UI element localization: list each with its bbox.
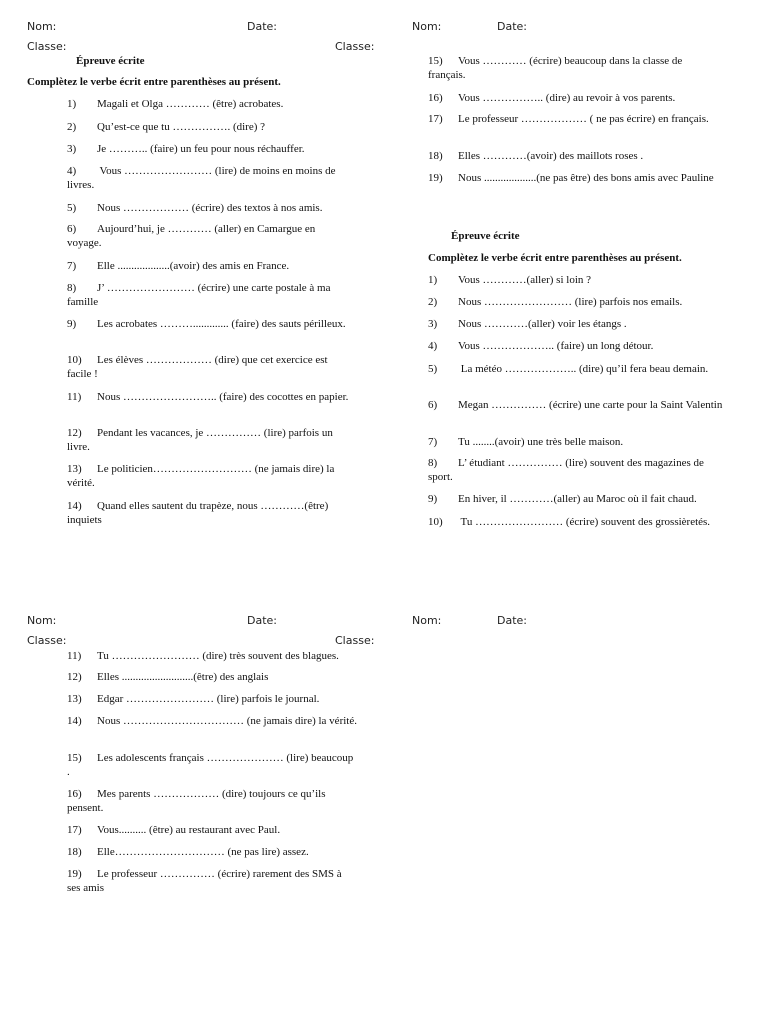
item-number: 10) [67,354,82,366]
item-number: 4) [67,165,77,177]
item-text: Tu …………………… (dire) très souvent des blagues. [97,650,339,662]
exercise-item [67,353,352,381]
item-text: Mes parents ……………… (dire) toujours ce qu’ils pensent. [67,788,326,814]
item-text: Magali et Olga ………… (être) acrobates. [97,98,284,110]
item-text: Elle ...................(avoir) des amis en France. [97,260,290,272]
classe-label: Classe: [27,40,67,53]
exercise-item [428,171,718,185]
item-text: Nous ……………… (écrire) des textos à nos amis. [97,202,323,214]
exercise-item [67,317,352,331]
exercise-item [428,273,728,287]
exercise-item [428,149,718,163]
date-label: Date: [497,614,527,627]
date-label: Date: [247,614,277,627]
item-number: 15) [428,55,443,67]
exercise-item [67,120,352,134]
item-number: 9) [428,493,438,505]
item-text: En hiver, il …………(aller) au Maroc où il fait chaud. [458,493,697,505]
item-text: Edgar …………………… (lire) parfois le journal. [97,693,320,705]
exercise-item [428,91,718,105]
exercise-item [67,670,357,684]
item-number: 10) [428,516,443,528]
exercise-item [67,787,357,815]
item-text: Le professeur …………… (écrire) rarement des SMS à ses amis [67,868,342,894]
item-number: 1) [428,274,438,286]
item-number: 17) [428,113,443,125]
item-text: Nous ...................(ne pas être) des bons amis avec Pauline [458,172,714,184]
item-text: Qu’est-ce que tu ……………. (dire) ? [97,121,266,133]
item-text: Les élèves ……………… (dire) que cet exercice est facile ! [67,354,328,380]
item-text: Megan …………… (écrire) une carte pour la Saint Valentin [458,399,723,411]
item-number: 4) [428,340,438,352]
item-text: La météo ……………….. (dire) qu’il fera beau demain. [458,363,709,375]
exercise-item [67,201,352,215]
exercise-item [428,339,728,353]
item-text: Le professeur ……………… ( ne pas écrire) en français. [458,113,709,125]
item-number: 17) [67,824,82,836]
exercise-item [67,867,357,895]
exercise-item [428,317,728,331]
item-text: Nous …………(aller) voir les étangs . [458,318,627,330]
item-text: Vous …………(aller) si loin ? [458,274,592,286]
item-number: 18) [428,150,443,162]
exercise-item [67,714,357,728]
item-text: Vous …………….. (dire) au revoir à vos parents. [458,92,676,104]
item-number: 12) [67,671,82,683]
exercise-item [67,97,352,111]
item-text: Vous …………………… (lire) de moins en moins de livres. [67,165,336,191]
item-number: 5) [67,202,77,214]
item-text: Nous …………………… (lire) parfois nos emails. [458,296,683,308]
item-number: 14) [67,500,82,512]
nom-label: Nom: [27,614,57,627]
nom-label: Nom: [412,614,442,627]
item-text: J’ …………………… (écrire) une carte postale à ma famille [67,282,331,308]
exercise-item [67,692,357,706]
item-text: Vous.......... (être) au restaurant avec Paul. [97,824,281,836]
item-text: Tu …………………… (écrire) souvent des grossièretés. [458,516,711,528]
exercise-item [67,751,357,779]
item-number: 3) [67,143,77,155]
item-number: 18) [67,846,82,858]
exam-title: Épreuve écrite [76,55,145,67]
exercise-item [67,823,357,837]
item-text: Les acrobates ………............. (faire) des sauts périlleux. [97,318,346,330]
classe-label: Classe: [335,40,375,53]
exercise-item [67,499,352,527]
exercise-item [428,112,718,126]
item-text: Vous ………… (écrire) beaucoup dans la classe de français. [428,55,683,81]
item-number: 19) [428,172,443,184]
item-number: 16) [428,92,443,104]
item-number: 1) [67,98,77,110]
item-text: Elles ..........................(être) des anglais [97,671,269,683]
item-number: 7) [67,260,77,272]
exercise-item [67,845,357,859]
exercise-item [428,456,728,484]
exercise-item [67,390,352,404]
exam-instruction: Complètez le verbe écrit entre parenthèses au présent. [27,76,281,88]
item-text: Aujourd’hui, je ………… (aller) en Camargue en voyage. [67,223,316,249]
item-text: Le politicien……………………… (ne jamais dire) la vérité. [67,463,335,489]
exercise-item [67,142,352,156]
item-number: 8) [67,282,77,294]
exercise-item [67,164,352,192]
item-number: 7) [428,436,438,448]
item-number: 2) [67,121,77,133]
item-text: Vous ……………….. (faire) un long détour. [458,340,654,352]
exercise-item [67,281,352,309]
item-number: 13) [67,463,82,475]
exercise-item [428,398,728,412]
item-number: 8) [428,457,438,469]
item-number: 9) [67,318,77,330]
item-number: 19) [67,868,82,880]
item-text: Nous …………………….. (faire) des cocottes en papier. [97,391,349,403]
exercise-item [67,649,357,663]
item-text: Nous …………………………… (ne jamais dire) la vérité. [97,715,357,727]
exercise-item [67,462,352,490]
item-number: 14) [67,715,82,727]
item-number: 12) [67,427,82,439]
exercise-item [428,492,728,506]
nom-label: Nom: [27,20,57,33]
nom-label: Nom: [412,20,442,33]
exam-instruction: Complètez le verbe écrit entre parenthèses au présent. [428,252,682,264]
item-number: 2) [428,296,438,308]
item-text: Les adolescents français ………………… (lire) beaucoup . [67,752,354,778]
exercise-item [67,222,352,250]
item-text: Elle………………………… (ne pas lire) assez. [97,846,309,858]
item-text: Quand elles sautent du trapèze, nous …………(être) inquiets [67,500,329,526]
date-label: Date: [497,20,527,33]
item-text: Je ……….. (faire) un feu pour nous réchauffer. [97,143,305,155]
classe-label: Classe: [27,634,67,647]
exercise-item [428,362,728,376]
item-number: 16) [67,788,82,800]
item-number: 11) [67,650,82,662]
exercise-item [428,515,728,529]
item-number: 3) [428,318,438,330]
classe-label: Classe: [335,634,375,647]
exercise-item [428,54,718,82]
exercise-item [428,435,728,449]
item-number: 15) [67,752,82,764]
item-number: 11) [67,391,82,403]
item-number: 6) [67,223,77,235]
exercise-item [67,259,352,273]
exam-title: Épreuve écrite [451,230,520,242]
item-text: L’ étudiant …………… (lire) souvent des magazines de sport. [428,457,704,483]
item-number: 5) [428,363,438,375]
exercise-item [67,426,352,454]
item-number: 6) [428,399,438,411]
date-label: Date: [247,20,277,33]
item-text: Pendant les vacances, je …………… (lire) parfois un livre. [67,427,333,453]
item-text: Tu ........(avoir) une très belle maison. [458,436,624,448]
exercise-item [428,295,728,309]
item-text: Elles …………(avoir) des maillots roses . [458,150,644,162]
item-number: 13) [67,693,82,705]
